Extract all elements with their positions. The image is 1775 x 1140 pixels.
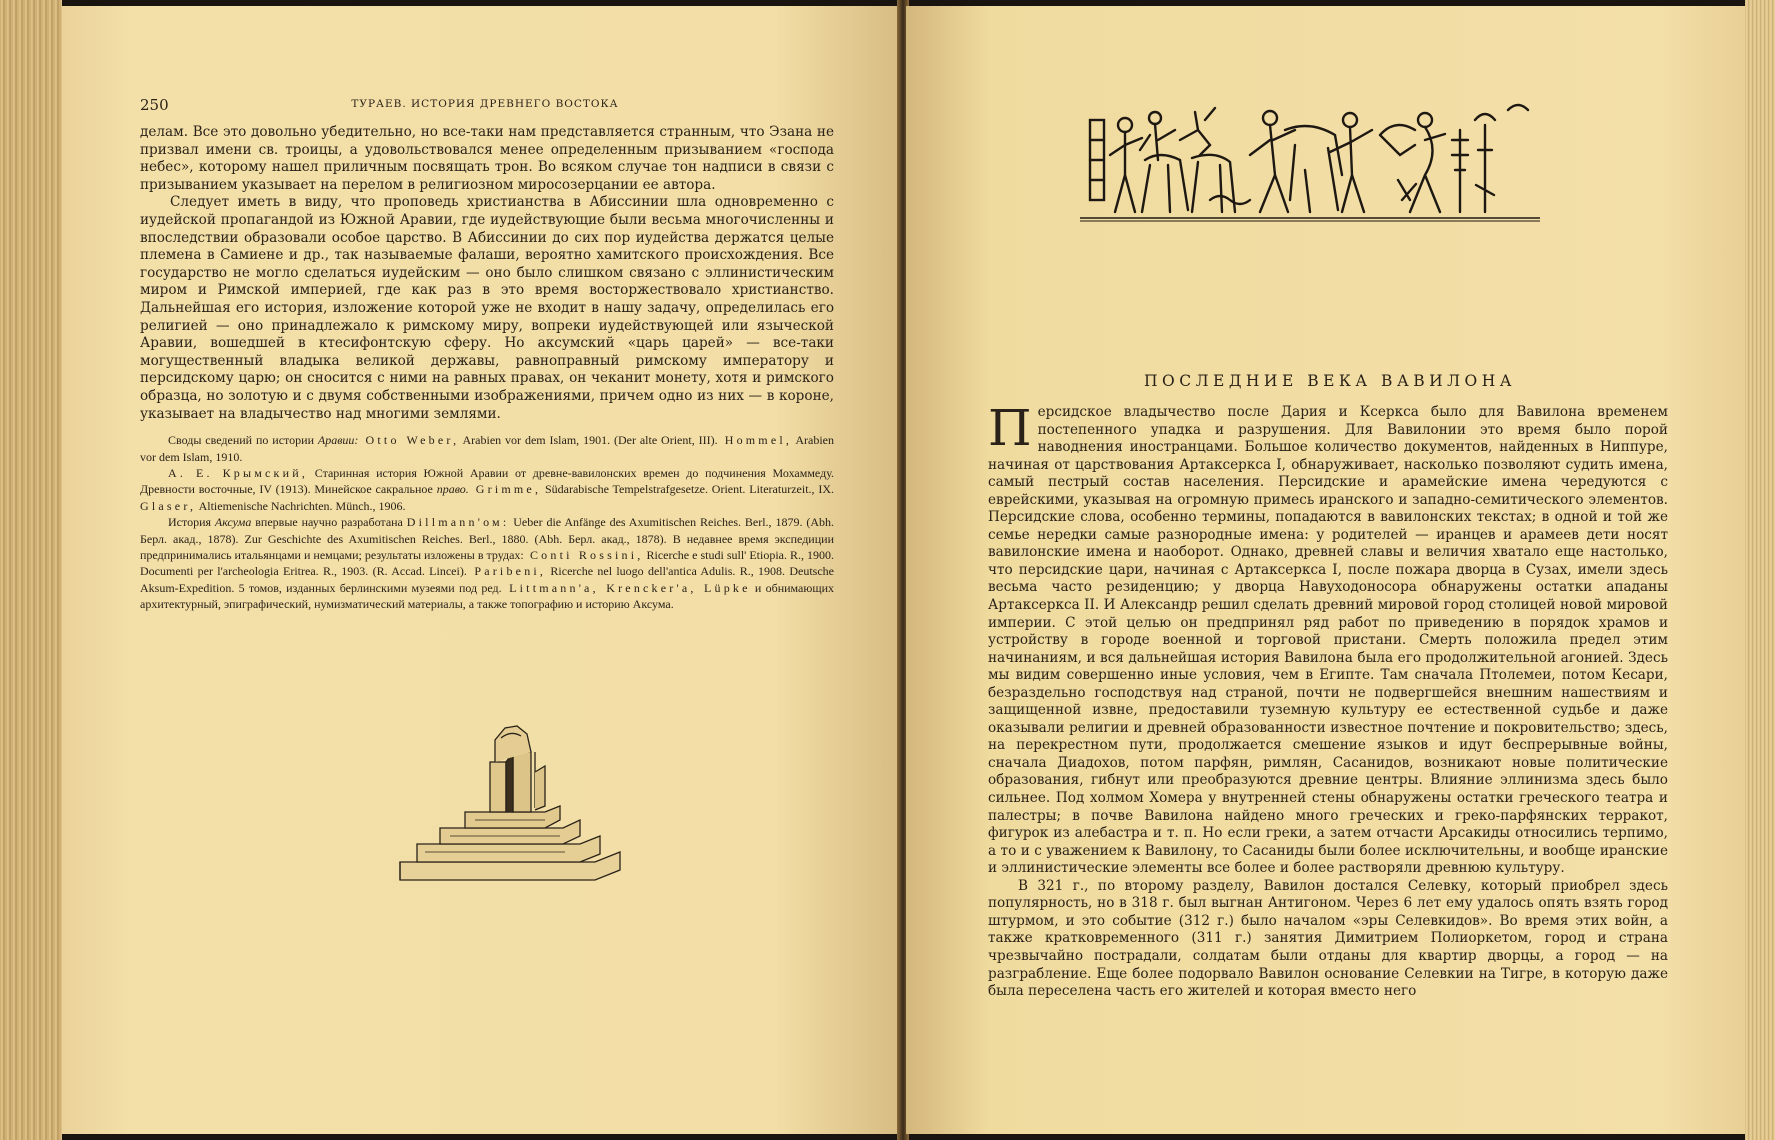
page-edges-left [0, 0, 62, 1140]
paragraph: делам. Все это довольно убедительно, но все-таки нам представляется странным, что Эзана не призвал имени св. троицы, а удовольствовался менее определенным призыванием «господа небес», которому нашел приличным посвящать трон. Во всяком случае тон надписи в связи с призыванием указывает на перелом в религиозном миросозерцании ее автора. [140, 124, 834, 193]
bibliography-note: Своды сведений по истории Аравии: Otto Weber, Arabien vor dem Islam, 1901. (Der alte Orient, III). Hommel, Arabien vor dem Islam, 1910. [140, 433, 834, 464]
paragraph: В 321 г., по второму разделу, Вавилон достался Селевку, который приобрел здесь популярность, но в 318 г. был выгнан Антигоном. Через 6 лет ему удалось опять взять город штурмом, и это событие (312 г.) было началом «эры Селевкидов». Во время этих войн, а также кратковременного (311 г.) занятия Димитрием Полиоркетом, город и страна чрезвычайно пострадали, солдатам были отданы для квартир дворцы, а город — на разграбление. Еще более подорвало Вавилон основание Селевкии на Тигре, в которую даже была переселена часть его жителей и которая вместо него [988, 877, 1668, 1000]
chapter-title: ПОСЛЕДНИЕ ВЕКА ВАВИЛОНА [1143, 372, 1516, 390]
paragraph: Следует иметь в виду, что проповедь христианства в Абиссинии шла одновременно с иудейской пропагандой из Южной Аравии, где иудействующие были весьма многочисленны и впоследствии образовали особое царство. В Абиссинии до сих пор иудейства держатся целые племена в Самиене и др., так называемые фалаши, вероятно хамитского происхождения. Все государство не могло сделаться иудейским — оно было слишком связано с эллинистическим миром и Римской империей, где как раз в это время восторжествовало христианство. Дальнейшая его история, изложение которой уже не входит в нашу задачу, определилась его религией — оно принадлежало к римскому миру, вопреки иудействующей или языческой Аравии, вошедшей в ктесифонтскую сферу. Но аксумский «царь царей» — все-таки могущественный владыка великой державы, равноправный римскому императору и персидскому царю; он сносится с ними на равных правах, он чеканит монету, хотя и римского образца, но золотую и с двумя собственными изображениями, причем одно из них — в короне, указывает на владычество над многими землями. [140, 194, 834, 422]
paragraph: Персидское владычество после Дария и Ксеркса было для Вавилона временем постепенного упадка и разрушения. Для Вавилонии это время было порой наводнения иностранцами. Большое количество документов, найденных в Ниппуре, начиная от царствования Артаксеркса I, обнаруживает, насколько позволяют судить имена, самый пестрый состав населения. Персидские и арамейские имена чередуются с еврейскими, указывая на огромную примесь иранского и западно-семитического элементов. Персидские слова, особенно термины, попадаются в вавилонских текстах; в одной и той же семье нередки самые разнородные имена: у родителей — иранцев и арамеев дети носят вавилонские имена и наоборот. Однако, древней славы и величия хватало еще настолько, что персидские цари, начиная с Артаксеркса I, после пожара дворца в Сузах, имели здесь весьма часто резиденцию; у дворца Навуходоносора обнаружены остатки ападаны Артаксеркса II. И Александр решил сделать древний мировой город столицей новой мировой империи. С этой целью он предпринял ряд работ по приведению в порядок храмов и устройству в городе военной и торговой пристани. Смерть положила предел этим начинаниям, и вся дальнейшая история Вавилона была его продолжительной агонией. Здесь мы видим совершенно иные условия, чем в Египте. Там сначала Птолемеи, потом Кесари, безраздельно господствуя над страной, почти не подвергшейся внешним нашествиям и защищенной извне, предоставили туземную культуру ее естественной судьбе и даже оказывали религии и древней образованности известное почтение и покровительство; здесь, на перекрестном пути, продолжается смешение языков и идут беспрерывные войны, сначала Диадохов, потом парфян, римлян, Сасанидов, возникают новые политические образования, гибнут или преобразуются древние центры. Влияние эллинизма здесь было сильнее. Под холмом Хомера у внутренней стены обнаружены остатки греческого театра и палестры; в почве Вавилона найдено много греческих и греко-парфянских терракот, фигурок из алебастра и т. п. Но если греки, а затем отчасти Арсакиды относились терпимо, а то и с уважением к Вавилону, то Сасаниды были более исключительны, и вообще иранские и эллинистические элементы все более и более растворяли древнюю культуру. [988, 399, 1668, 877]
page-edges-right [1745, 0, 1775, 1140]
running-head-title: ТУРАЕВ. ИСТОРИЯ ДРЕВНЕГО ВОСТОКА [351, 98, 619, 110]
page-number: 250 [140, 96, 169, 114]
bibliography-notes [140, 432, 834, 612]
bibliography-note: А. Е. Крымский, Старинная история Южной Аравии от древне-вавилонских времен до подчинения Мохаммеду. Древности восточные, IV (1913). Минейское сакральное право. Grimme, Südarabische Tempelstrafgesetze. Orient. Literaturzeit., IX. Glaser, Altiemenische Nachrichten. Münch., 1906. [140, 465, 834, 513]
assyrian-seal-frieze [1080, 100, 1540, 225]
drop-cap: П [988, 399, 1032, 457]
aksum-throne-illustration [395, 712, 625, 890]
right-page-text [988, 399, 1668, 1001]
bibliography-note: История Аксума впервые научно разработана Dillmann'ом: Ueber die Anfänge des Axumitischen Reiches. Berl., 1879. (Abh. Берл. акад., 1878). Zur Geschichte des Axumitischen Reiches. Berl., 1880. (Abh. Берл. акад., 1878). В недавнее время экспедиции предпринимались итальянцами и немцами; результаты изложены в трудах: Conti Rossini, Ricerche e studi sull' Etiopia. R., 1900. Documenti per l'archeologia Eritrea. R., 1903. (R. Accad. Lincei). Paribeni, Ricerche nel luogo dell'antica Adulis. R., 1908. Deutsche Aksum-Expedition. 5 томов, изданных берлинскими музеями под ред. Littmann'а, Krencker'а, Lüpke и обнимающих архитектурный, эпиграфический, нумизматический материалы, а также топографию и историю Аксума. [140, 515, 835, 612]
left-page-text [140, 124, 834, 613]
running-head [140, 96, 830, 116]
